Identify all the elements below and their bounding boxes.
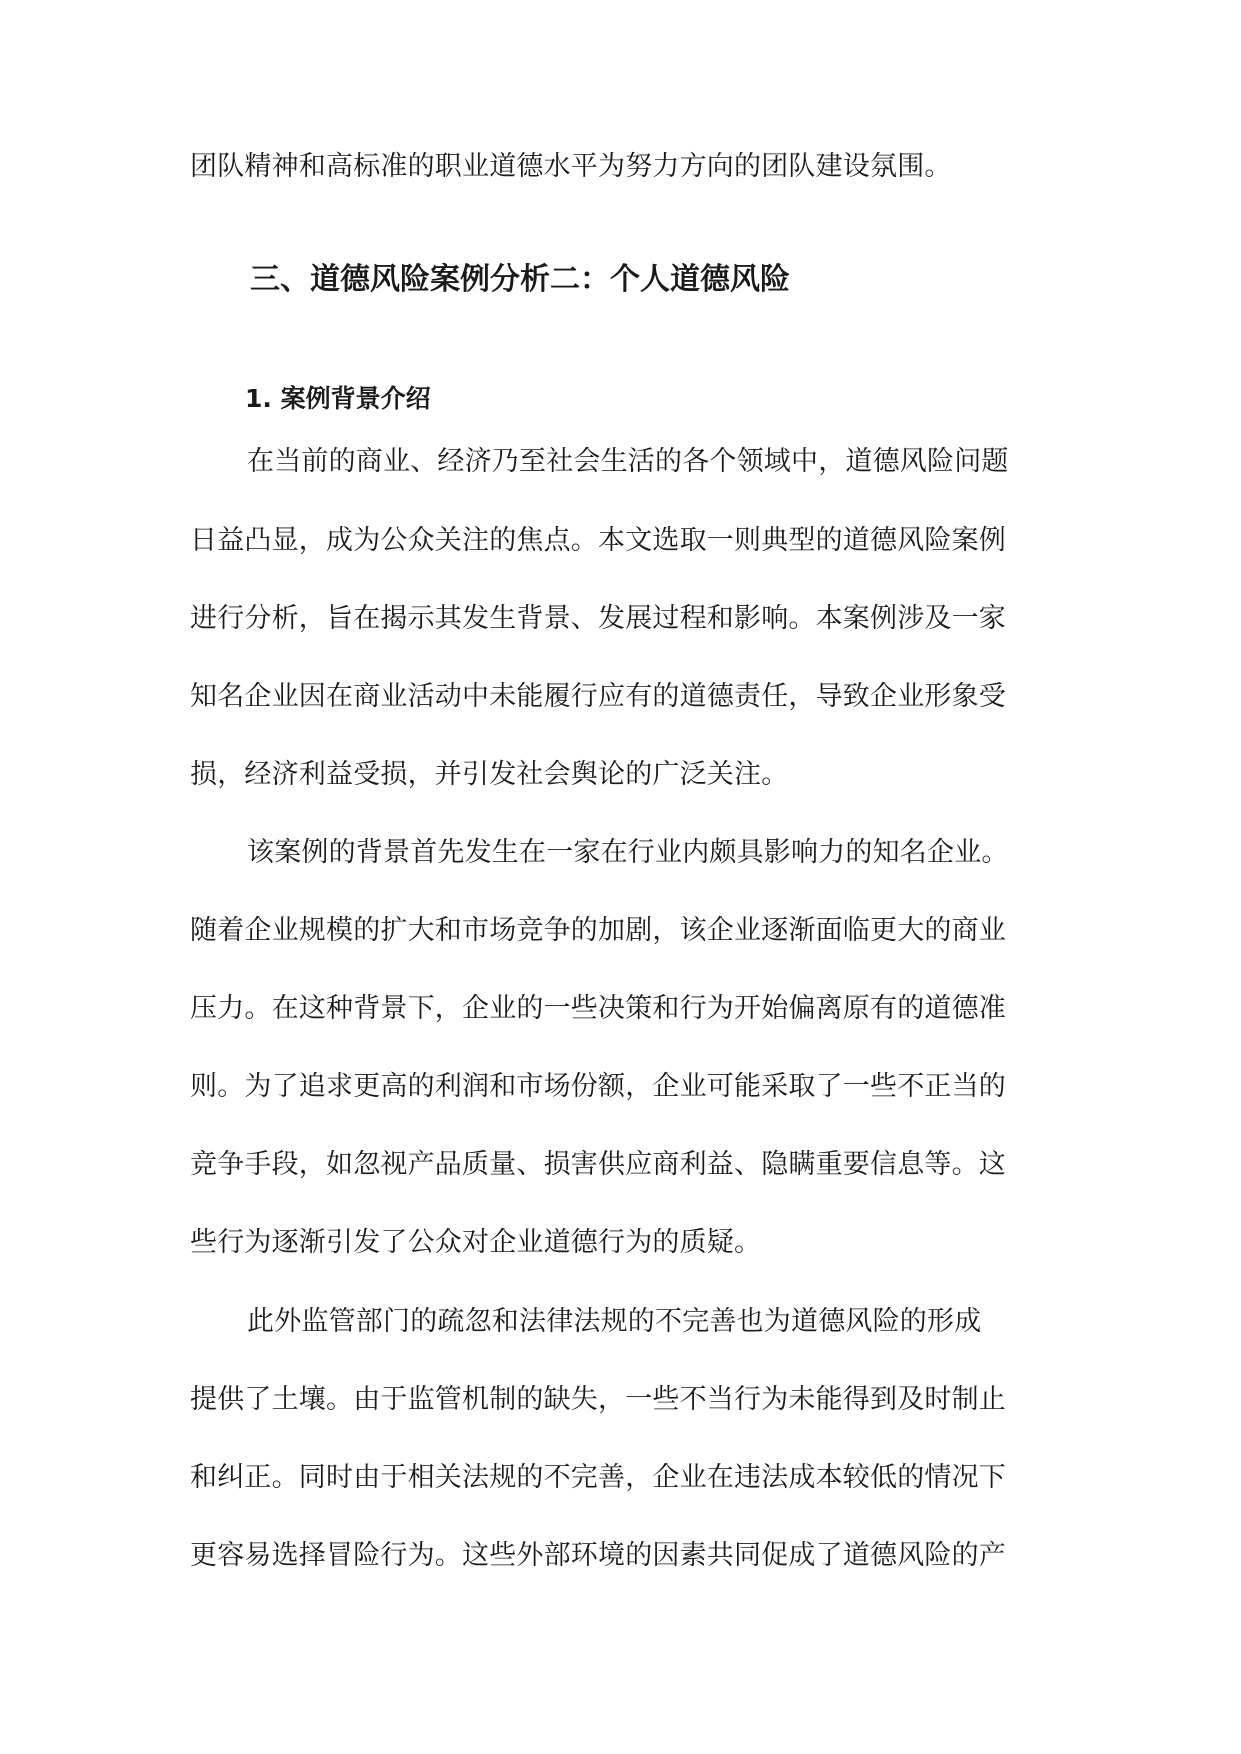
paragraph-1-line-1: 在当前的商业、经济乃至社会生活的各个领域中，道德风险问题 [247,446,1009,477]
paragraph-1-line-4: 知名企业因在商业活动中未能履行应有的道德责任，导致企业形象受 [190,681,1006,712]
paragraph-3-line-2: 提供了土壤。由于监管机制的缺失，一些不当行为未能得到及时制止 [190,1384,1006,1415]
subsection-heading: 1. 案例背景介绍 [245,384,431,413]
continued-paragraph-line: 团队精神和高标准的职业道德水平为努力方向的团队建设氛围。 [190,151,952,182]
paragraph-3-line-1: 此外监管部门的疏忽和法律法规的不完善也为道德风险的形成 [247,1306,982,1337]
paragraph-1-line-2: 日益凸显，成为公众关注的焦点。本文选取一则典型的道德风险案例 [190,525,1006,556]
paragraph-2-line-6: 些行为逐渐引发了公众对企业道德行为的质疑。 [190,1227,762,1258]
section-heading: 三、道德风险案例分析二：个人道德风险 [250,262,790,297]
paragraph-2-line-3: 压力。在这种背景下，企业的一些决策和行为开始偏离原有的道德准 [190,993,1006,1024]
paragraph-1-line-3: 进行分析，旨在揭示其发生背景、发展过程和影响。本案例涉及一家 [190,603,1006,634]
paragraph-2-line-1: 该案例的背景首先发生在一家在行业内颇具影响力的知名企业。 [247,837,1009,868]
paragraph-2-line-4: 则。为了追求更高的利润和市场份额，企业可能采取了一些不正当的 [190,1071,1006,1102]
paragraph-3-line-4: 更容易选择冒险行为。这些外部环境的因素共同促成了道德风险的产 [190,1540,1006,1571]
paragraph-2-line-5: 竞争手段，如忽视产品质量、损害供应商利益、隐瞒重要信息等。这 [190,1149,1006,1180]
paragraph-1-line-5: 损，经济利益受损，并引发社会舆论的广泛关注。 [190,759,789,790]
paragraph-3-line-3: 和纠正。同时由于相关法规的不完善，企业在违法成本较低的情况下 [190,1462,1006,1493]
paragraph-2-line-2: 随着企业规模的扩大和市场竞争的加剧，该企业逐渐面临更大的商业 [190,915,1006,946]
